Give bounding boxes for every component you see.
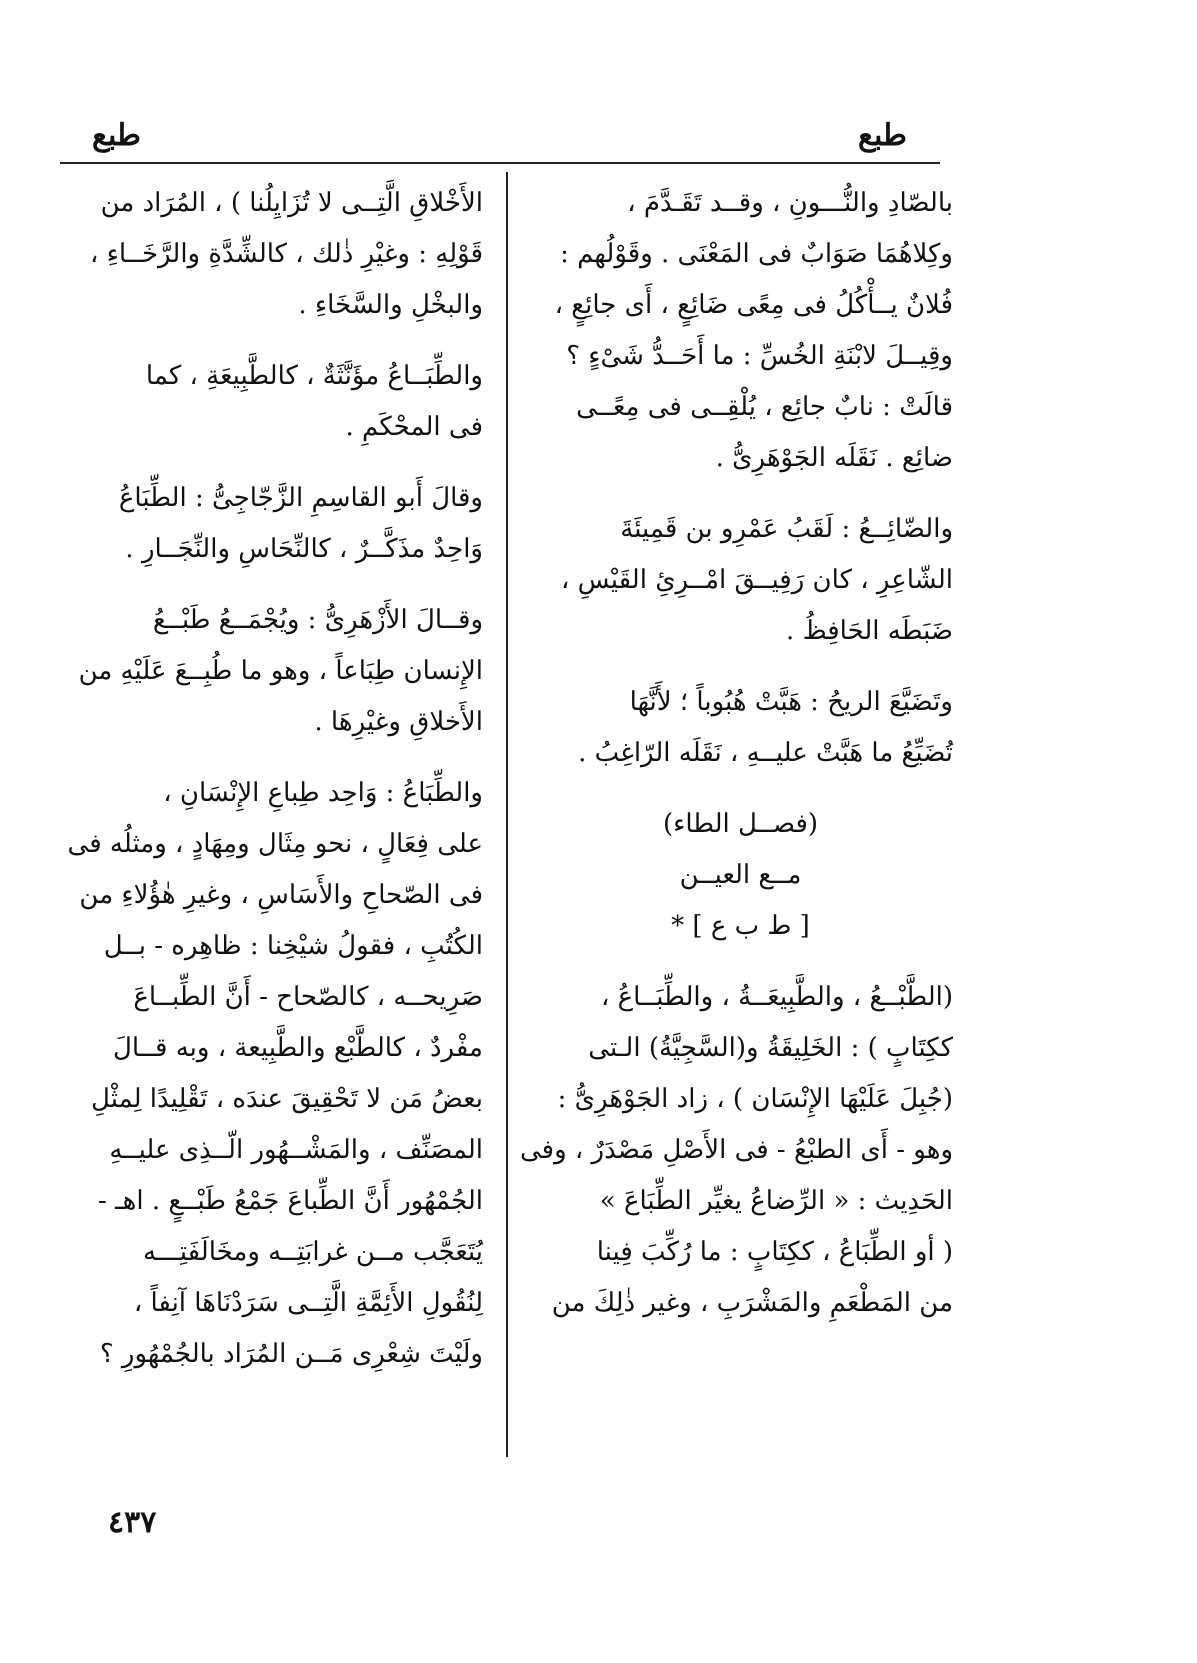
text-line: قالَتْ : نابٌ جائِع ، يُلْقِــى فى مِعًــى	[576, 392, 953, 422]
text-line: فى المحْكَمِ .	[345, 412, 483, 442]
text-line: من المَطْعَمِ والمَشْرَبِ ، وغير ذٰلِكَ من	[551, 1288, 953, 1318]
right-column	[519, 178, 953, 1329]
text-line: الجُمْهُور أَنَّ الطِّباعَ جَمْعُ طَبْــعٍ . اهـ -	[97, 1186, 483, 1216]
text-line: (الطَّبْــعُ ، والطَّبِيعَــةُ ، والطِّبَــاعُ ،	[600, 982, 953, 1012]
text-line: والطِّبَاعُ : وَاحِد طِباعِ الإِنْسَانِ ،	[163, 778, 483, 808]
text-line: الأَخْلاقِ الَّتِــى لا تُزَايِلُنا ) ، المُرَاد من	[100, 188, 483, 218]
text-line: وتَضَيَّعَ الريحُ : هَبَّتْ هُبُوباً ؛ لأَنَّهَا	[629, 687, 953, 717]
text-line: يُتَعَجَّب مــن غرابَتِــه ومخَالَفَتِـــه	[142, 1237, 483, 1267]
text-line: وهو - أَى الطبْعُ - فى الأَصْلِ مَصْدَرٌ ، وفى	[519, 1135, 953, 1165]
text-line: والبخْلِ والسَّخَاءِ .	[298, 290, 483, 320]
text-line: بالصّادِ والنُّـــونِ ، وقــد تَقَـدَّمَ ،	[627, 188, 953, 218]
text-line: ككِتَابٍ ) : الخَلِيقَةُ و(السَّجِيَّةُ) الـتى	[588, 1033, 953, 1063]
text-line: وقالَ أَبو القاسِمِ الزَّجّاجِىُّ : الطِّبَاعُ	[118, 483, 483, 513]
text-line: الإِنسان طِبَاعاً ، وهو ما طُبِــعَ عَلَيْهِ من	[78, 656, 483, 686]
paragraph	[528, 504, 953, 657]
header-word-right: طبع	[858, 118, 907, 153]
paragraph	[519, 972, 953, 1329]
text-line: المصَنِّف ، والمَشْــهُور الّــذِى عليــهِ	[109, 1135, 483, 1165]
text-line: صَرِيحــه ، كالصّحاح - أَنَّ الطِّبــاعَ	[133, 982, 483, 1012]
text-line: والضّائِــعُ : لَقَبُ عَمْرِو بن قَمِيئَةَ	[620, 514, 953, 544]
column-divider	[506, 172, 508, 1457]
left-column	[55, 178, 483, 1380]
entry-title: [ ط ب ع ] *	[671, 911, 810, 941]
text-line: قَوْلِهِ : وغيْرِ ذٰلك ، كالشِّدَّةِ والرَّخَــاءِ ،	[89, 239, 483, 269]
paragraph	[528, 677, 953, 779]
text-line: فى الصّحاحِ والأَسَاسِ ، وغيرِ هٰؤُلاءِ من	[79, 880, 483, 910]
text-line: مفْردٌ ، كالطَّبْع والطَّبِيعة ، وبه قــالَ	[112, 1033, 483, 1063]
text-line: على فِعَالٍ ، نحو مِثَال ومِهَادٍ ، ومثلُه فى	[67, 829, 483, 859]
text-line: الكُتُبِ ، فقولُ شيْخِنا : ظاهِره - بــل	[103, 931, 483, 961]
paragraph	[55, 768, 483, 1380]
text-line: والطِّبَــاعُ مؤَنَّثَةٌ ، كالطَّبِيعَةِ ، كما	[145, 361, 483, 391]
text-line: (جُبِلَ عَلَيْهَا الإِنْسَان ) ، زاد الجَوْهَرِىُّ :	[557, 1084, 953, 1114]
text-line: ضَبَطَه الحَافِظُ .	[786, 616, 953, 646]
text-line: الأَخلاقِ وغيْرِهَا .	[314, 707, 483, 737]
text-line: الشّاعِرِ ، كان رَفِيــقَ امْــرِئِ القَيْسِ ،	[560, 565, 953, 595]
section-title: (فصــل الطاء)	[662, 809, 819, 839]
text-line: وَاحِدٌ مذَكَّــرٌ ، كالنِّحَاسِ والنِّجَــارِ .	[125, 534, 483, 564]
paragraph	[55, 351, 483, 453]
paragraph	[55, 178, 483, 331]
text-line: بعضُ مَن لا تَحْقِيقَ عندَه ، تَقْلِيدًا لِمثْلِ	[91, 1084, 483, 1114]
paragraph	[55, 595, 483, 748]
text-line: ولَيْتَ شِعْرِى مَــن المُرَاد بالجُمْهُورِ ؟	[99, 1339, 483, 1369]
section-subtitle: مــع العيــن	[679, 860, 802, 890]
page-number: ٤٣٧	[108, 1505, 157, 1540]
text-line: لِنُقُولِ الأَئِمَّةِ الَّتِــى سَرَدْنَاهَا آنِفاً ،	[133, 1288, 483, 1318]
paragraph	[528, 178, 953, 484]
text-line: تُضَيِّعُ ما هَبَّتْ عليــهِ ، نَقَلَه الرّاغِبُ .	[578, 738, 953, 768]
text-line: وقــالَ الأَزْهَرِىُّ : ويُجْمَــعُ طَبْــعُ	[152, 605, 483, 635]
text-line: الحَدِيث : « الرِّضاعُ يغيِّر الطِّبَاعَ »	[599, 1186, 953, 1216]
text-line: وكِلاهُمَا صَوَابٌ فى المَعْنَى . وقَوْلُهم :	[560, 239, 953, 269]
paragraph	[55, 473, 483, 575]
text-line: فُلانٌ يــأْكُلُ فى مِعًى ضَائِعٍ ، أَى جائِعٍ ،	[554, 290, 953, 320]
header-rule	[60, 162, 940, 164]
header-word-left: طبع	[92, 118, 141, 153]
text-line: ضائِع . نَقَلَه الجَوْهَرِىُّ .	[715, 443, 953, 473]
text-line: وقِيــلَ لابْنَةِ الخُسِّ : ما أَحَــدُّ شَىْءٍ ؟	[566, 341, 953, 371]
text-line: ( أو الطِّبَاعُ ، ككِتَابٍ : ما رُكِّبَ فِينا	[596, 1237, 953, 1267]
